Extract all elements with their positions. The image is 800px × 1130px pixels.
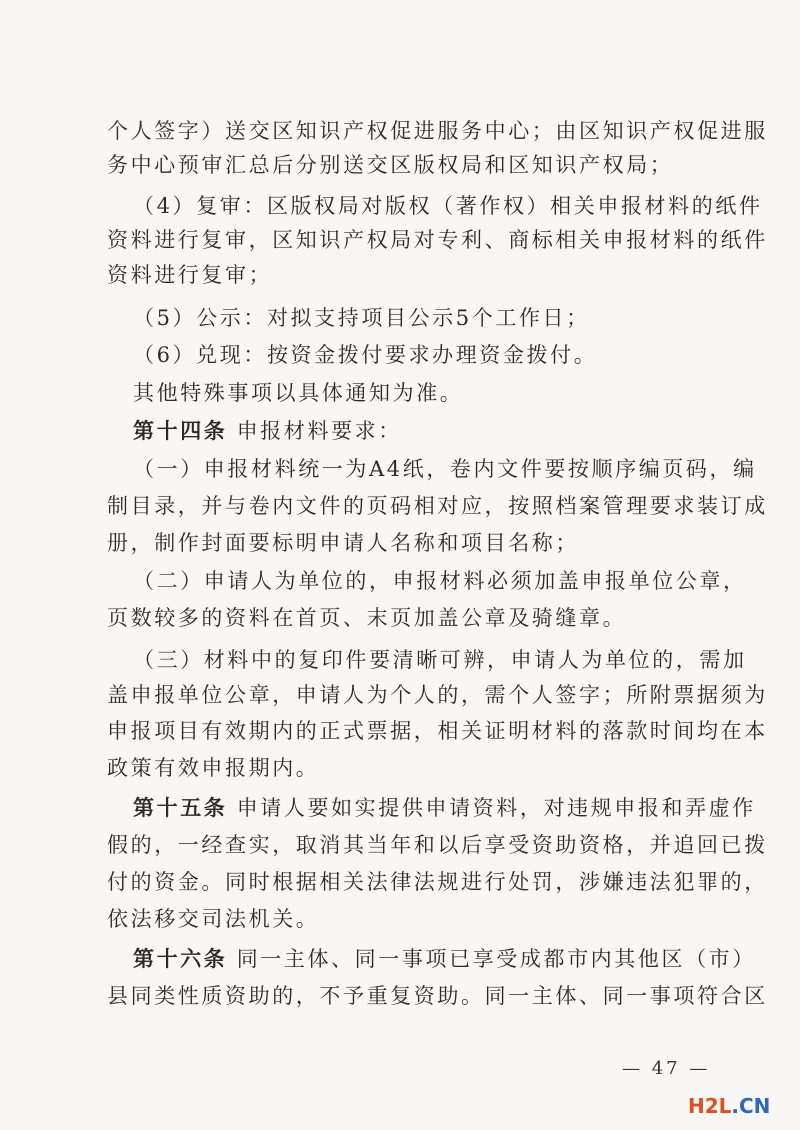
site-watermark-logo	[688, 1094, 770, 1118]
text-line-3: （4）复审：区版权局对版权（著作权）相关申报材料的纸件	[133, 194, 763, 218]
text-line-15: （三）材料中的复印件要清晰可辨，申请人为单位的，需加	[133, 648, 747, 672]
article-15-heading: 第十五条	[133, 795, 228, 820]
text-line-1: 个人签字）送交区知识产权促进服务中心；由区知识产权促进服	[107, 119, 768, 143]
article-16-heading: 第十六条	[133, 946, 228, 971]
text-line-5: 资料进行复审；	[107, 263, 273, 287]
text-line-22: 依法移交司法机关。	[107, 907, 320, 931]
text-line-6: （5）公示：对拟支持项目公示5个工作日；	[133, 306, 590, 330]
text-line-11: 制目录，并与卷内文件的页码相对应，按照档案管理要求装订成	[107, 494, 768, 518]
text-line-21: 付的资金。同时根据相关法律法规进行处罚，涉嫌违法犯罪的，	[107, 870, 768, 894]
article-16-line: 第十六条 同一主体、同一事项已享受成都市内其他区（市）	[133, 946, 756, 971]
watermark-part-2: .CN	[731, 1094, 771, 1118]
text-line-17: 申报项目有效期内的正式票据，相关证明材料的落款时间均在本	[107, 719, 768, 743]
text-line-16: 盖申报单位公章，申请人为个人的，需个人签字；所附票据须为	[107, 683, 768, 707]
text-line-2: 务中心预审汇总后分别送交区版权局和区知识产权局；	[107, 153, 674, 177]
text-line-24: 县同类性质资助的，不予重复资助。同一主体、同一事项符合区	[107, 984, 768, 1008]
text-line-8: 其他特殊事项以具体通知为准。	[133, 381, 464, 405]
article-14-line: 第十四条 申报材料要求：	[133, 418, 402, 443]
watermark-part-1: H2L	[688, 1094, 732, 1118]
text-line-7: （6）兑现：按资金拨付要求办理资金拨付。	[133, 343, 598, 367]
text-line-10: （一）申报材料统一为A4纸，卷内文件要按顺序编页码，编	[133, 457, 757, 481]
text-line-14: 页数较多的资料在首页、末页加盖公章及骑缝章。	[107, 606, 627, 630]
text-line-20: 假的，一经查实，取消其当年和以后享受资助资格，并追回已拨	[107, 833, 768, 857]
text-line-13: （二）申请人为单位的，申报材料必须加盖申报单位公章，	[133, 569, 747, 593]
page-number: — 47 —	[622, 1058, 711, 1079]
article-15-line: 第十五条 申请人要如实提供申请资料，对违规申报和弄虚作	[133, 795, 756, 820]
text-line-12: 册，制作封面要标明申请人名称和项目名称；	[107, 531, 579, 555]
text-line-4: 资料进行复审，区知识产权局对专利、商标相关申报材料的纸件	[107, 228, 768, 252]
text-line-18: 政策有效申报期内。	[107, 756, 320, 780]
article-14-heading: 第十四条	[133, 418, 228, 443]
